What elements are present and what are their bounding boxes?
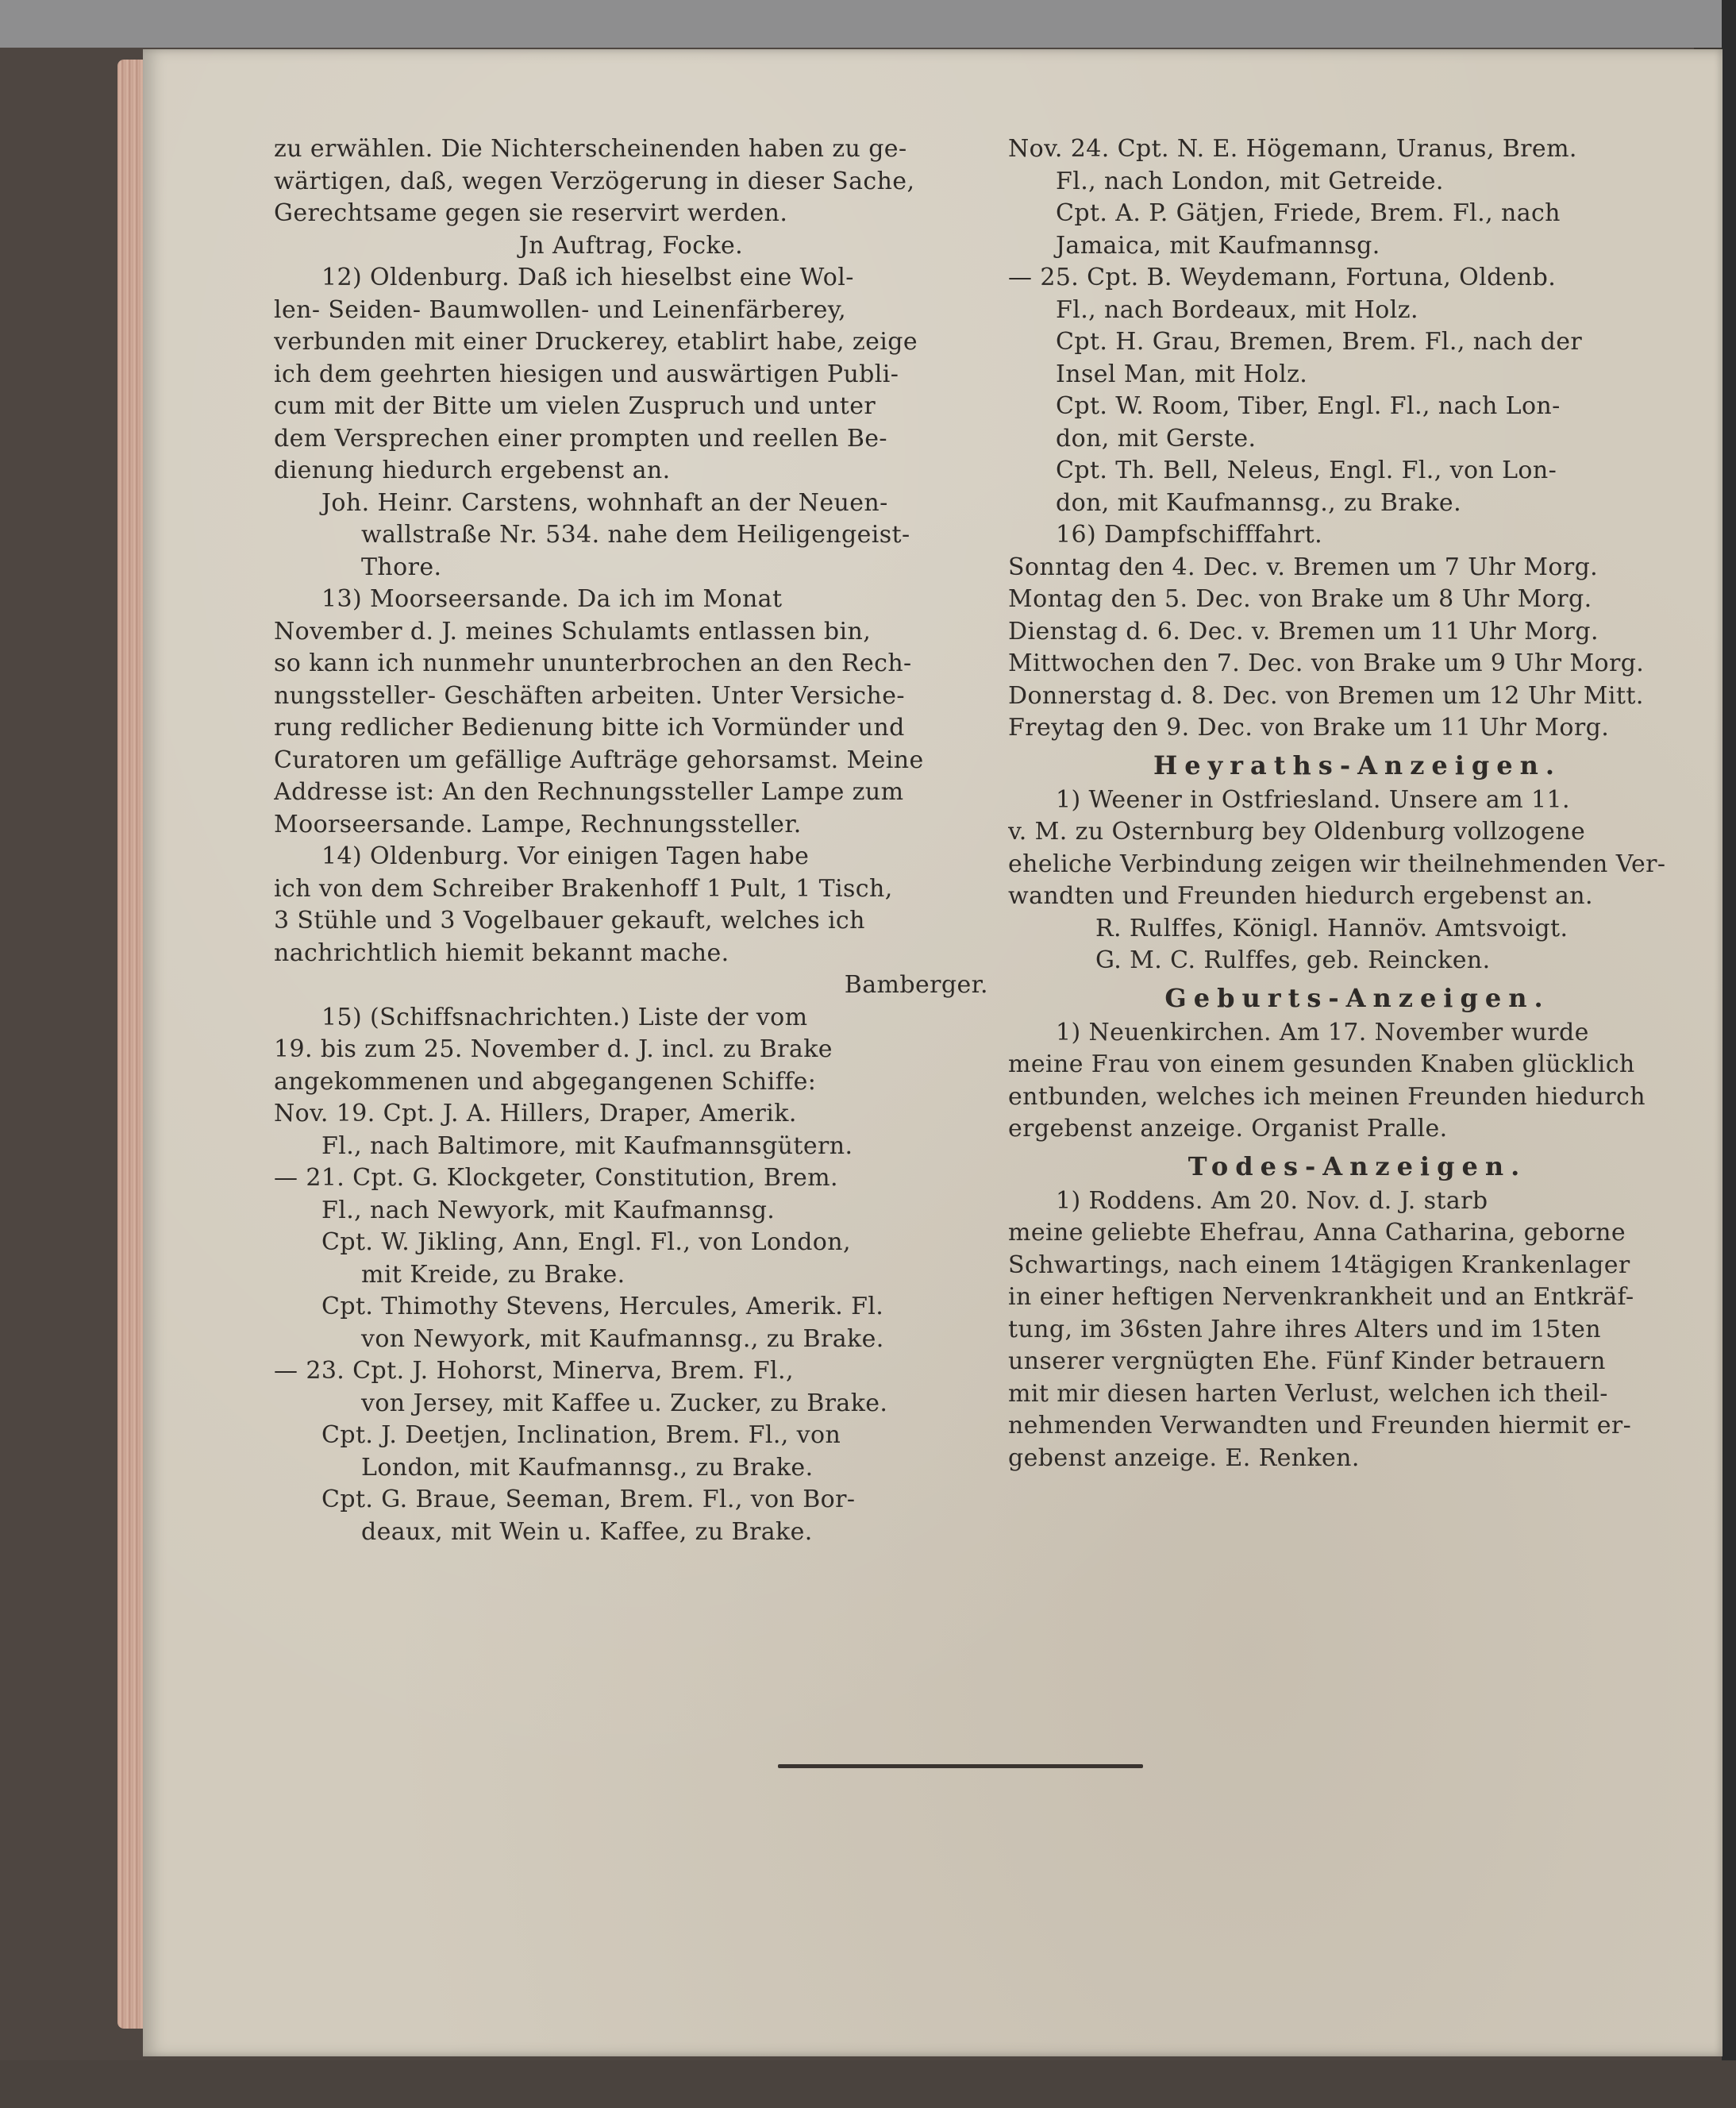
left-column-text-line: Bamberger. [844, 971, 988, 999]
left-column-text-line: cum mit der Bitte um vielen Zuspruch und unter [274, 392, 876, 420]
left-column-text-line: November d. J. meines Schulamts entlassen bin, [274, 617, 872, 646]
right-column-text-line: tung, im 36sten Jahre ihres Alters und im 15ten [1008, 1315, 1602, 1343]
right-column-section-heading: Todes-Anzeigen. [1187, 1150, 1527, 1181]
left-column-text-line: wallstraße Nr. 534. nahe dem Heiligengeist- [361, 521, 910, 549]
left-column-text-line: deaux, mit Wein u. Kaffee, zu Brake. [361, 1517, 813, 1546]
left-column-text-line: Cpt. G. Braue, Seeman, Brem. Fl., von Bor- [321, 1486, 856, 1513]
right-column-text-line: Cpt. A. P. Gätjen, Friede, Brem. Fl., nach [1056, 199, 1561, 227]
right-column-text-line: don, mit Kaufmannsg., zu Brake. [1056, 488, 1462, 517]
right-column-text-line: Donnerstag d. 8. Dec. von Bremen um 12 Uhr Mitt. [1008, 681, 1644, 710]
right-column-text-line: G. M. C. Rulffes, geb. Reincken. [1095, 946, 1491, 974]
right-column-text-line: 1) Neuenkirchen. Am 17. November wurde [1056, 1018, 1589, 1046]
right-column-text-line: Mittwochen den 7. Dec. von Brake um 9 Uhr Morg. [1008, 649, 1645, 677]
right-column-text-line: Montag den 5. Dec. von Brake um 8 Uhr Morg. [1008, 585, 1592, 613]
right-column-text-line: R. Rulffes, Königl. Hannöv. Amtsvoigt. [1095, 914, 1569, 942]
right-column-text-line: in einer heftigen Nervenkrankheit und an Entkräf- [1008, 1283, 1634, 1311]
right-column-text-line: v. M. zu Osternburg bey Oldenburg vollzogene [1008, 818, 1586, 846]
right-column-text-line: Nov. 24. Cpt. N. E. Högemann, Uranus, Brem. [1008, 135, 1577, 163]
left-column-text-line: Cpt. J. Deetjen, Inclination, Brem. Fl., von [321, 1421, 841, 1449]
left-column-text-line: Addresse ist: An den Rechnungssteller Lampe zum [274, 778, 904, 806]
right-column-text-line: Dienstag d. 6. Dec. v. Bremen um 11 Uhr Morg. [1008, 617, 1599, 646]
left-column-text-line: verbunden mit einer Druckerey, etablirt habe, zeige [274, 328, 918, 356]
left-column-text-line: rung redlicher Bedienung bitte ich Vormünder und [274, 714, 905, 742]
left-column-text-line: 12) Oldenburg. Daß ich hieselbst eine Wol- [321, 264, 854, 291]
right-column-text-line: wandten und Freunden hiedurch ergebenst an. [1008, 882, 1593, 910]
left-column-text-line: Fl., nach Baltimore, mit Kaufmannsgütern. [321, 1131, 853, 1160]
right-column-text-line: Sonntag den 4. Dec. v. Bremen um 7 Uhr Morg. [1008, 553, 1599, 581]
left-column-text-line: so kann ich nunmehr ununterbrochen an den Rech- [274, 649, 912, 677]
right-column-text-line: Cpt. H. Grau, Bremen, Brem. Fl., nach der [1056, 328, 1583, 356]
left-column-text-line: von Newyork, mit Kaufmannsg., zu Brake. [361, 1324, 884, 1353]
left-column-text-line: Cpt. W. Jikling, Ann, Engl. Fl., von London, [321, 1228, 851, 1256]
right-column-text-line: mit mir diesen harten Verlust, welchen ich theil- [1008, 1379, 1608, 1408]
left-column-text-line: len- Seiden- Baumwollen- und Leinenfärberey, [274, 295, 847, 324]
closing-rule-line [778, 1764, 1143, 1768]
left-column-text-line: 19. bis zum 25. November d. J. incl. zu Brake [274, 1035, 833, 1063]
left-column-text-line: Jn Auftrag, Focke. [518, 231, 744, 260]
right-column-text-line: — 25. Cpt. B. Weydemann, Fortuna, Oldenb. [1008, 264, 1557, 291]
left-column-text-line: ich von dem Schreiber Brakenhoff 1 Pult, 1 Tisch, [274, 874, 893, 903]
right-column-text-line: Cpt. Th. Bell, Neleus, Engl. Fl., von Lon- [1056, 457, 1557, 484]
left-column-text-line: 15) (Schiffsnachrichten.) Liste der vom [321, 1003, 808, 1031]
left-column-text-line: Cpt. Thimothy Stevens, Hercules, Amerik. Fl. [321, 1293, 884, 1320]
left-column-text-line: dem Versprechen einer prompten und reellen Be- [274, 424, 887, 453]
left-text-column [274, 133, 988, 1548]
left-column-text-line: 13) Moorseersande. Da ich im Monat [321, 585, 783, 613]
left-column-text-line: Nov. 19. Cpt. J. A. Hillers, Draper, Amerik. [274, 1100, 797, 1127]
left-column-text-line: mit Kreide, zu Brake. [361, 1260, 625, 1289]
right-column-text-line: Fl., nach Bordeaux, mit Holz. [1056, 295, 1418, 324]
left-column-text-line: — 21. Cpt. G. Klockgeter, Constitution, Brem. [274, 1164, 838, 1192]
left-column-text-line: wärtigen, daß, wegen Verzögerung in dieser Sache, [274, 167, 915, 195]
right-column-text-line: don, mit Gerste. [1056, 424, 1257, 453]
left-column-text-line: Joh. Heinr. Carstens, wohnhaft an der Neuen- [321, 488, 888, 517]
right-column-text-line: Insel Man, mit Holz. [1056, 360, 1308, 388]
left-column-text-line: 3 Stühle und 3 Vogelbauer gekauft, welches ich [274, 907, 865, 935]
left-column-text-line: — 23. Cpt. J. Hohorst, Minerva, Brem. Fl., [274, 1357, 794, 1385]
scanner-right-edge [1722, 0, 1736, 2108]
right-column-text-line: ergebenst anzeige. Organist Pralle. [1008, 1115, 1448, 1143]
right-column-text-line: 16) Dampfschifffahrt. [1056, 521, 1323, 549]
left-column-text-line: dienung hiedurch ergebenst an. [274, 457, 671, 484]
right-column-text-line: nehmenden Verwandten und Freunden hiermit er- [1008, 1412, 1632, 1439]
right-column-text-line: Freytag den 9. Dec. von Brake um 11 Uhr Morg. [1008, 714, 1610, 742]
right-column-text-line: eheliche Verbindung zeigen wir theilnehmenden Ver- [1008, 850, 1666, 878]
left-column-text-line: zu erwählen. Die Nichterscheinenden haben zu ge- [274, 135, 907, 163]
right-column-text-line: entbunden, welches ich meinen Freunden hiedurch [1008, 1082, 1646, 1111]
right-column-text-line: Fl., nach London, mit Getreide. [1056, 167, 1444, 195]
right-column-text-line: unserer vergnügten Ehe. Fünf Kinder betrauern [1008, 1347, 1606, 1375]
left-column-text-line: von Jersey, mit Kaffee u. Zucker, zu Brake. [361, 1389, 888, 1417]
right-text-column [1008, 133, 1707, 1474]
left-column-text-line: 14) Oldenburg. Vor einigen Tagen habe [321, 842, 810, 870]
right-column-section-heading: Heyraths-Anzeigen. [1153, 750, 1562, 780]
left-column-text-line: Fl., nach Newyork, mit Kaufmannsg. [321, 1196, 776, 1224]
left-column-text-line: Moorseersande. Lampe, Rechnungssteller. [274, 810, 802, 838]
scanner-top-strip [0, 0, 1736, 48]
left-column-text-line: nachrichtlich hiemit bekannt mache. [274, 938, 729, 967]
right-column-text-line: 1) Weener in Ostfriesland. Unsere am 11. [1056, 785, 1570, 814]
right-column-text-line: Cpt. W. Room, Tiber, Engl. Fl., nach Lon- [1056, 392, 1561, 420]
right-column-text-line: 1) Roddens. Am 20. Nov. d. J. starb [1056, 1186, 1488, 1215]
right-column-text-line: Schwartings, nach einem 14tägigen Krankenlager [1008, 1251, 1630, 1279]
left-column-text-line: nungssteller- Geschäften arbeiten. Unter Versiche- [274, 681, 905, 710]
left-column-text-line: angekommenen und abgegangenen Schiffe: [274, 1067, 817, 1096]
left-column-text-line: Curatoren um gefällige Aufträge gehorsamst. Meine [274, 746, 924, 774]
scanner-bottom-strip [0, 2060, 1736, 2108]
right-column-section-heading: Geburts-Anzeigen. [1164, 982, 1550, 1013]
left-column-text-line: Thore. [361, 553, 442, 581]
left-column-text-line: Gerechtsame gegen sie reservirt werden. [274, 199, 788, 227]
right-column-text-line: meine Frau von einem gesunden Knaben glücklich [1008, 1050, 1635, 1078]
left-column-text-line: ich dem geehrten hiesigen und auswärtigen Publi- [274, 360, 899, 388]
left-column-text-line: London, mit Kaufmannsg., zu Brake. [361, 1453, 814, 1482]
right-column-text-line: gebenst anzeige. E. Renken. [1008, 1443, 1360, 1472]
right-column-text-line: Jamaica, mit Kaufmannsg. [1056, 231, 1380, 260]
right-column-text-line: meine geliebte Ehefrau, Anna Catharina, geborne [1008, 1219, 1626, 1247]
